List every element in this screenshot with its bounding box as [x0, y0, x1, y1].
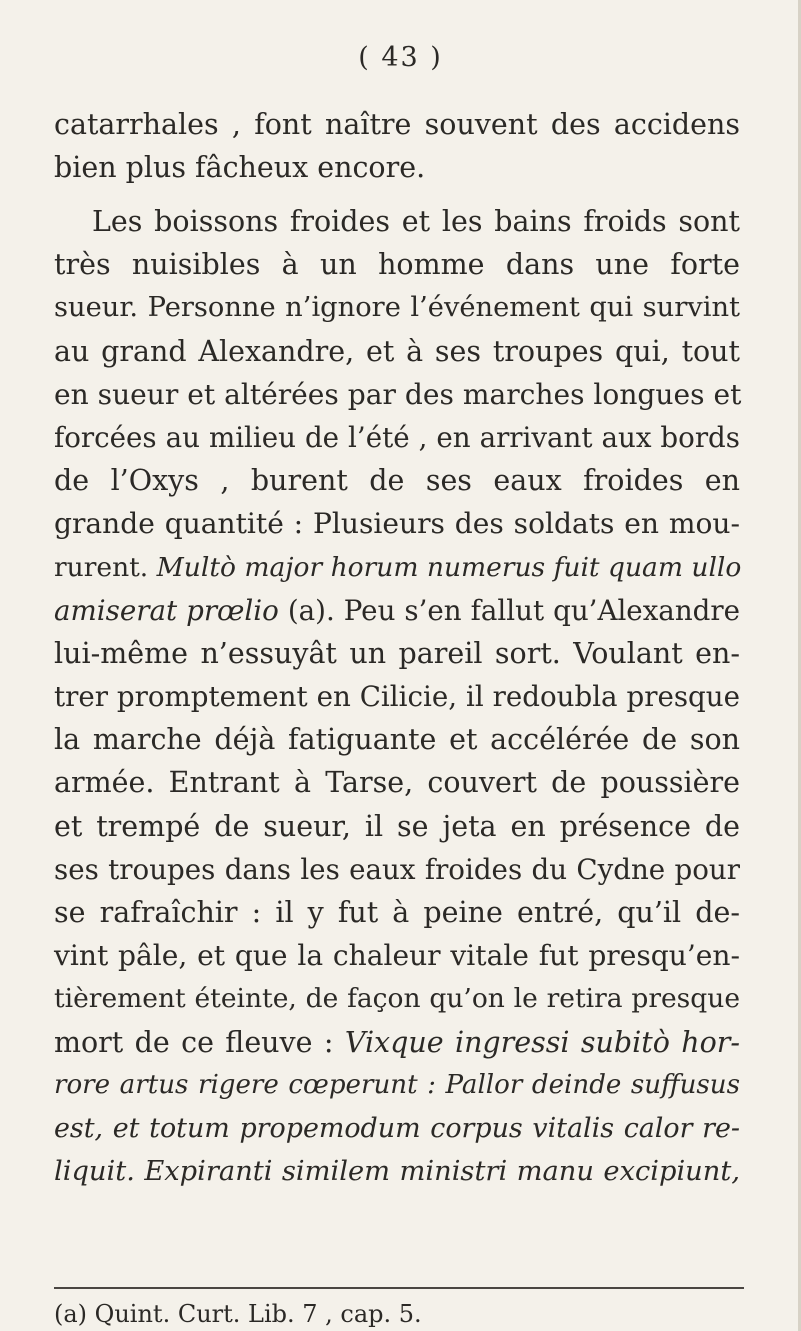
text-line: forcées au milieu de l’été , en arrivant aux bords: [54, 420, 740, 454]
text-line: grande quantité : Plusieurs des soldats en mou-: [54, 507, 740, 541]
page-number: ( 43 ): [358, 42, 443, 73]
text-line: la marche déjà fatiguante et accélérée de son: [54, 723, 740, 757]
text-line: ses troupes dans les eaux froides du Cydne pour: [54, 852, 740, 886]
text-line: [54, 546, 740, 589]
paragraph-2: [54, 200, 740, 1193]
latin-quote-line: liquit. Expiranti similem ministri manu excipiunt,: [54, 1156, 740, 1188]
latin-quote: amiserat prœlio: [54, 593, 279, 627]
text-line: Les boissons froides et les bains froids sont: [92, 205, 740, 238]
latin-quote-line: rore artus rigere cœperunt : Pallor deinde suffusus: [54, 1069, 740, 1100]
text-line: trer promptement en Cilicie, il redoubla presque: [54, 680, 740, 714]
text-line: de l’Oxys , burent de ses eaux froides en: [54, 464, 740, 498]
text-line: [54, 589, 740, 632]
paragraph-1: [54, 103, 740, 189]
plain-text: Peu s’en fallut qu’Alexandre: [343, 593, 740, 627]
latin-quote: Multò major horum numerus fuit quam ullo: [156, 551, 742, 583]
text-line: armée. Entrant à Tarse, couvert de poussière: [54, 766, 740, 800]
text-line: vint pâle, et que la chaleur vitale fut presqu’en-: [54, 939, 740, 973]
text-line: [54, 1021, 740, 1064]
text-line: et trempé de sueur, il se jeta en présence de: [54, 809, 740, 843]
plain-text: mort de ce fleuve :: [54, 1025, 334, 1059]
text-line: lui-même n’essuyât un pareil sort. Voulant en-: [54, 636, 740, 670]
footnote-divider: [54, 1287, 744, 1289]
plain-text: rurent.: [54, 551, 149, 583]
text-line: se rafraîchir : il y fut à peine entré, qu’il de-: [54, 896, 740, 929]
latin-quote: Vixque ingressi subitò hor-: [344, 1025, 740, 1059]
text-line: tièrement éteinte, de façon qu’on le retira presque: [54, 983, 740, 1015]
text-line: au grand Alexandre, et à ses troupes qui, tout: [54, 334, 740, 368]
text-line: sueur. Personne n’ignore l’événement qui survint: [54, 292, 740, 324]
text-line: catarrhales , font naître souvent des accidens: [54, 108, 740, 141]
footnote: (a) Quint. Curt. Lib. 7 , cap. 5.: [54, 1300, 422, 1328]
text-line: bien plus fâcheux encore.: [54, 151, 426, 185]
text-line: très nuisibles à un homme dans une forte: [54, 248, 740, 282]
text-line: en sueur et altérées par des marches longues et: [54, 377, 742, 411]
latin-quote-line: est, et totum propemodum corpus vitalis calor re-: [54, 1112, 740, 1144]
footnote-ref: (a).: [287, 593, 335, 627]
